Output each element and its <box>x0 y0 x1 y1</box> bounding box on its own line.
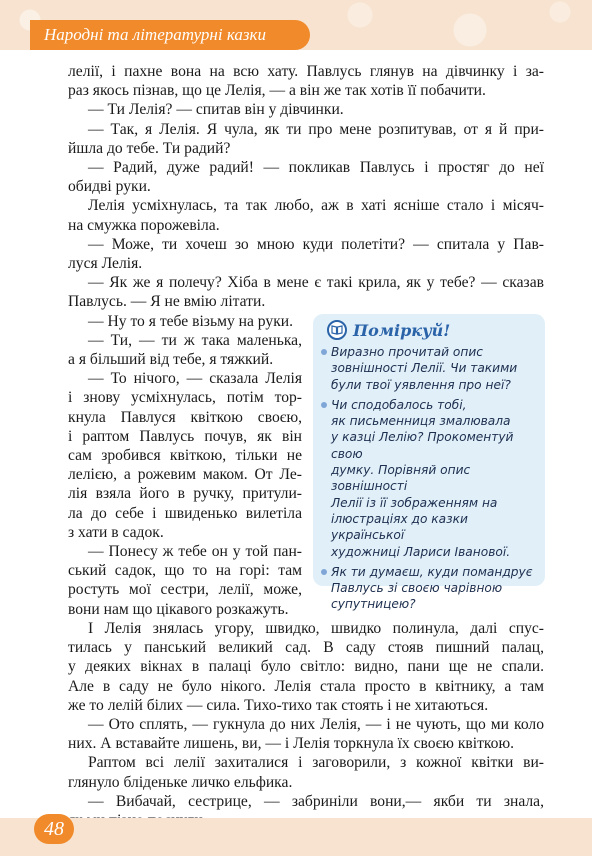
text-line: обидві руки. <box>68 178 151 196</box>
question-line: Павлусь зі своєю чарівною <box>331 581 503 596</box>
text-line: — Понесу ж тебе он у той пан- <box>88 543 302 561</box>
text-line: йшла до тебе. Ти радий? <box>68 139 231 157</box>
section-header-title: Народні та літературні казки <box>44 25 266 44</box>
text-line: Лелія усміхнулась, та так любо, аж в хаті ясніше стало і місяч- <box>88 197 544 215</box>
question-line: Чи сподобалось тобі, <box>331 397 467 412</box>
text-line: лія взяла його в ручку, притули- <box>68 485 302 503</box>
text-line: — Як же я полечу? Хіба в мене є такі крила, як у тебе? — сказав <box>88 274 544 292</box>
question-line: Лелії із її зображенням на <box>331 495 498 510</box>
text-line: — То нічого, — сказала Лелія <box>88 370 302 388</box>
question-line: Виразно прочитай опис <box>331 345 483 359</box>
text-line: — Так, я Лелія. Я чула, як ти про мене розпитував, от я й при- <box>88 120 544 138</box>
question-line: ілюстраціях до казки української <box>331 511 468 543</box>
text-line: — Ото сплять, — гукнула до них Лелія, — і не чують, що ми коло <box>88 715 544 733</box>
think-box-title: Поміркуй! <box>353 320 451 340</box>
text-line: і знову усміхнулась, потім тор- <box>68 389 302 407</box>
question-line: думку. Порівняй опис зовнішності <box>331 463 471 494</box>
text-line: — Вибачай, сестрице, — забриніли вони,— якби ти знала, <box>88 792 544 810</box>
text-line: — Ти Лелія? — спитав він у дівчинки. <box>88 101 344 119</box>
think-box-header <box>327 320 545 340</box>
text-line: і раптом Павлусь почув, як він <box>68 427 302 445</box>
question-line: Як ти думаєш, куди помандрує <box>331 564 533 579</box>
section-header <box>30 20 310 50</box>
text-line: у деяких вікнах в палаці було світло: видно, пани ще не спали. <box>68 658 544 676</box>
book-icon <box>327 320 347 340</box>
text-line: ла до себе і швиденько вилетіла <box>68 504 302 522</box>
text-line: ський садок, що то на горі: там <box>68 562 302 580</box>
question-line: зовнішності Лелії. Чи такими <box>331 361 518 376</box>
question-line: як письменниця змалювала <box>331 414 511 429</box>
page-number: 48 <box>34 814 74 844</box>
question-list <box>313 344 545 613</box>
text-line: Раптом всі лелії захиталися і заговорили, з кожної квітки ви- <box>88 754 544 772</box>
question-line: художниці Лариси Іванової. <box>331 544 511 559</box>
text-line: — Ну то я тебе візьму на руки. <box>88 312 294 330</box>
text-line: них. А вставайте лишень, ви, — і Лелія торкнула їх своєю квіткою. <box>68 735 515 753</box>
text-line: лелією, а рожевим маком. От Ле- <box>68 466 302 484</box>
text-line: раз якось пізнав, що це Лелія, — а він же так хотів її побачити. <box>68 82 486 100</box>
think-box <box>313 314 545 612</box>
text-line: глянуло бліденьке личко ельфика. <box>68 773 293 791</box>
question-line: у казці Лелію? Прокоментуй свою <box>331 430 514 461</box>
text-line: Павлусь. — Я не вмію літати. <box>68 293 266 311</box>
text-line: вони нам що цікавого розкажуть. <box>68 600 289 618</box>
text-line: — Ти, — ти ж така маленька, <box>88 331 302 349</box>
text-line: луся Лелія. <box>68 255 143 273</box>
text-line: тилась у панський великий сад. В саду стояв пишний палац, <box>68 639 544 657</box>
text-line: лелії, і пахне вона на всю хату. Павлусь глянув на дівчинку і за- <box>68 63 544 80</box>
text-line: І Лелія знялась угору, швидко, швидко полинула, далі спус- <box>88 619 544 637</box>
question-item <box>321 564 539 613</box>
question-line: були твої уявлення про неї? <box>331 377 511 392</box>
text-line: — Може, ти хочеш зо мною куди полетіти? — спитала у Пав- <box>88 235 544 253</box>
text-line: з хати в садок. <box>68 523 164 541</box>
text-line: а я більший від тебе, я тяжкий. <box>68 351 274 369</box>
text-line: кнула Павлуся квіткою своєю, <box>68 408 302 426</box>
question-line: супутницею? <box>331 597 416 612</box>
text-line: сам зробився квіткою, тільки не <box>68 447 302 465</box>
text-line: — Радий, дуже радий! — покликав Павлусь і простяг до неї <box>88 159 544 177</box>
bottom-decorative-band <box>0 818 592 856</box>
question-item <box>321 397 539 560</box>
text-line: на смужка порожевіла. <box>68 216 220 234</box>
text-line: ростуть мої сестри, лелії, може, <box>68 581 302 599</box>
text-line: же то лелій білих — сила. Тихо-тихо так стоять і не хитаються. <box>68 696 489 714</box>
question-item <box>321 344 539 393</box>
text-line: Але в саду не було нікого. Лелія стала просто в квітнику, а там <box>68 677 544 695</box>
